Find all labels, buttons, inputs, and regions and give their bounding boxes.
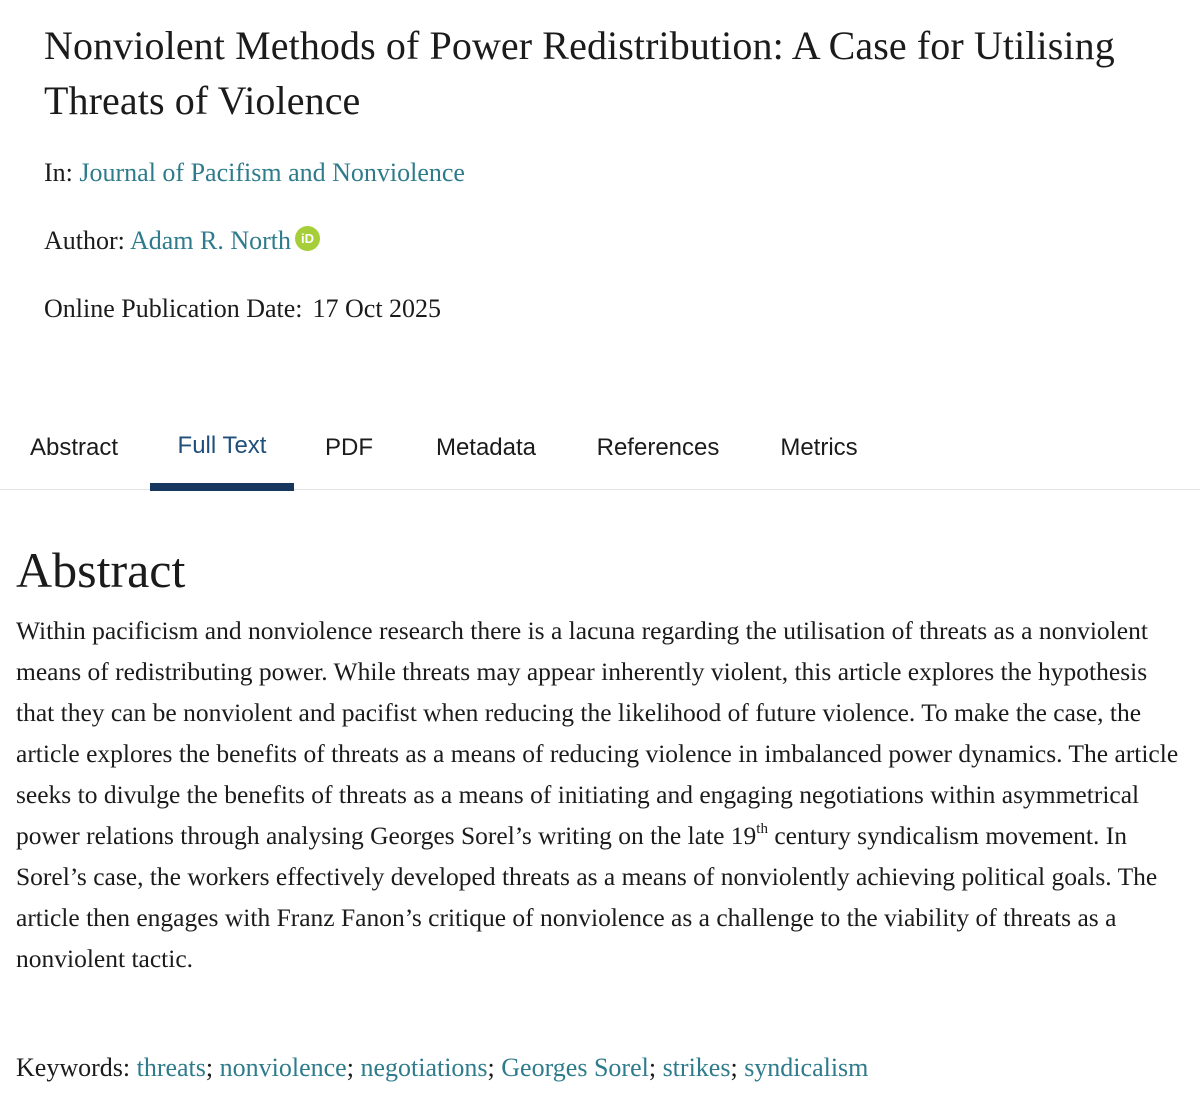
keyword-link[interactable]: strikes	[662, 1053, 731, 1082]
author-label: Author:	[44, 226, 125, 255]
tab-metadata[interactable]	[420, 410, 552, 490]
keyword-link[interactable]: threats	[136, 1053, 206, 1082]
article-tabs	[0, 410, 1200, 490]
abstract-text	[16, 610, 1184, 979]
keyword-separator: ;	[730, 1053, 738, 1082]
tab-pdf[interactable]	[314, 410, 384, 490]
tab-metadata-label: Metadata	[435, 434, 537, 461]
abstract-superscript: th	[756, 821, 768, 837]
tab-abstract[interactable]	[14, 410, 134, 490]
abstract-text-part-1: Within pacificism and nonviolence research there is a lacuna regarding the utilisation of threats as a nonviolent means of redistributing power. While threats may appear inherently violent, this article explores the hypothesis that they can be nonviolent and pacifist when reducing the likelihood of future violence. To make the case, the article explores the benefits of threats as a means of reducing violence in imbalanced power dynamics. The article seeks to divulge the benefits of threats as a means of initiating and engaging negotiations within asymmetrical power relations through analysing Georges Sorel’s writing on the late 19	[16, 616, 1179, 850]
keyword-separator: ;	[487, 1053, 495, 1082]
publication-date-label: Online Publication Date:	[44, 294, 303, 323]
journal-link[interactable]: Journal of Pacifism and Nonviolence	[79, 158, 465, 187]
keyword-separator: ;	[205, 1053, 214, 1082]
keywords-label: Keywords:	[16, 1053, 131, 1082]
orcid-icon[interactable]: iD	[295, 226, 320, 251]
keyword-link[interactable]: syndicalism	[744, 1053, 869, 1082]
article-header	[44, 18, 1164, 128]
tab-abstract-label: Abstract	[29, 434, 119, 461]
abstract-text-part-2: century syndicalism movement. In Sorel’s case, the workers effectively developed threats as a means of nonviolently achieving political goals. The article then engages with Franz Fanon’s critique of nonviolence as a challenge to the viability of threats as a nonviolent tactic.	[16, 821, 1158, 973]
journal-label: In:	[44, 158, 73, 187]
tab-pdf-label: PDF	[325, 434, 373, 461]
author-row	[44, 225, 320, 257]
keywords-row	[16, 1052, 868, 1084]
keyword-link[interactable]: negotiations	[360, 1053, 488, 1082]
tab-metrics-label: Metrics	[780, 434, 858, 461]
article-title: Nonviolent Methods of Power Redistribution: A Case for Utilising Threats of Violence	[44, 23, 1115, 123]
journal-row	[44, 157, 465, 189]
tab-references-label: References	[596, 434, 720, 461]
publication-date-row	[44, 293, 441, 325]
tab-metrics[interactable]	[764, 410, 874, 490]
tab-references[interactable]	[580, 410, 736, 490]
author-link[interactable]: Adam R. North	[129, 226, 292, 255]
keyword-link[interactable]: Georges Sorel	[501, 1053, 649, 1082]
abstract-heading: Abstract	[16, 542, 186, 598]
tab-full-text-label: Full Text	[177, 432, 267, 459]
tab-full-text[interactable]	[150, 410, 294, 490]
keyword-link[interactable]: nonviolence	[219, 1053, 347, 1082]
keyword-separator: ;	[648, 1053, 657, 1082]
publication-date-value: 17 Oct 2025	[312, 294, 442, 323]
keyword-separator: ;	[346, 1053, 354, 1082]
